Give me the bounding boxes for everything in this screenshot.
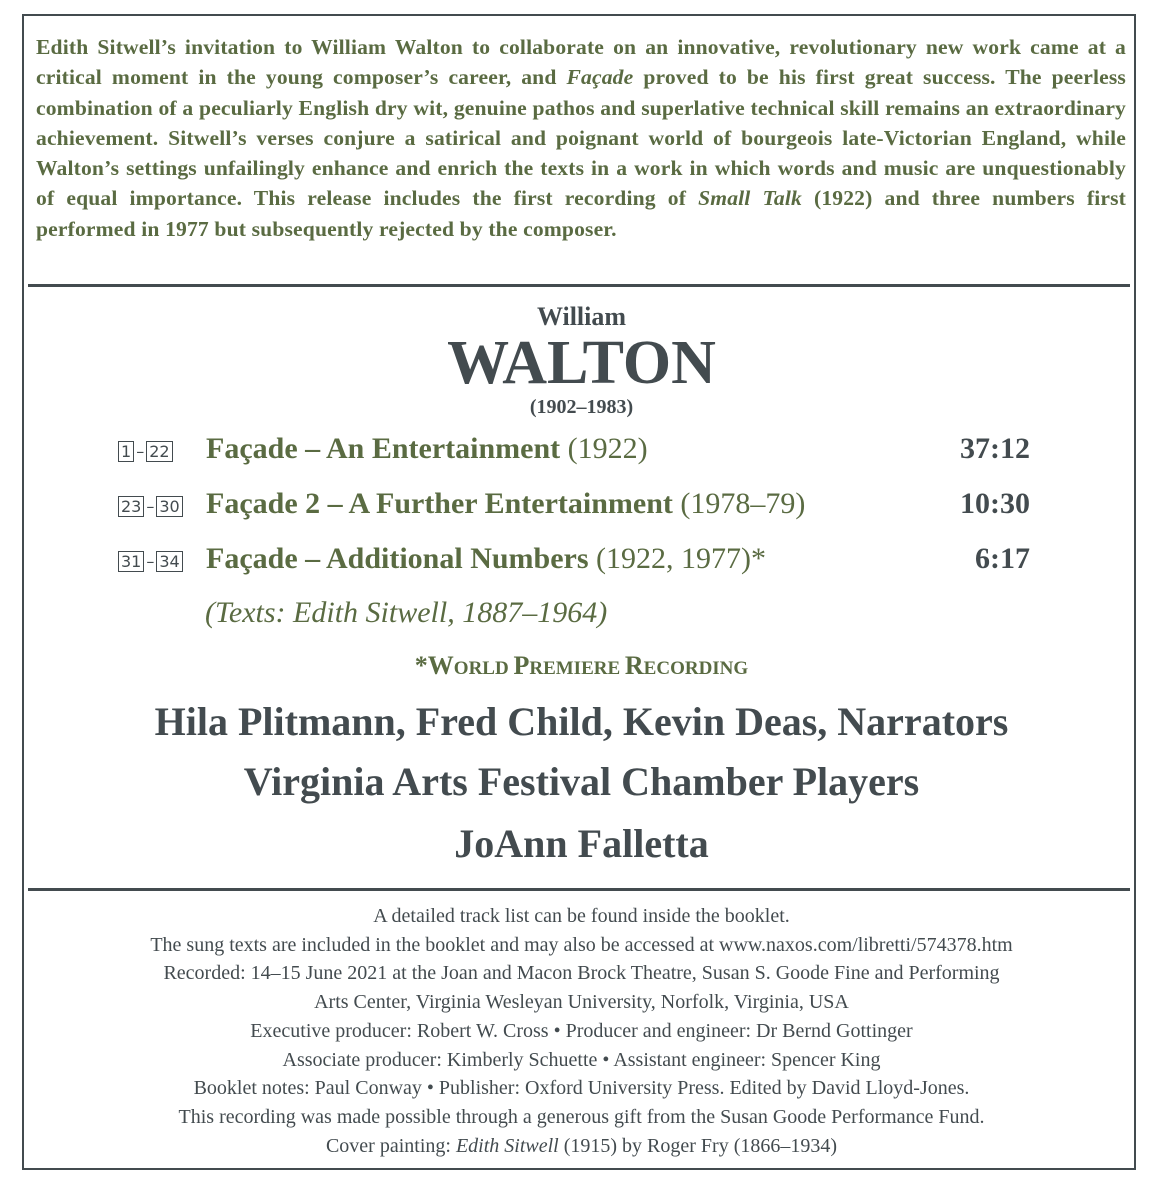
track-start-box: 23 bbox=[118, 496, 144, 517]
work-title-text: Façade – An Entertainment bbox=[206, 432, 561, 465]
cover-title: Edith Sitwell bbox=[455, 1134, 559, 1157]
divider-bottom bbox=[28, 888, 1130, 891]
work-title bbox=[206, 542, 766, 576]
work-year: (1922, 1977)* bbox=[596, 542, 767, 575]
track-start-box: 1 bbox=[118, 441, 134, 462]
work-duration: 10:30 bbox=[960, 487, 1030, 520]
footer-line: Recorded: 14–15 June 2021 at the Joan and Macon Brock Theatre, Susan S. Goode Fine and Performing bbox=[163, 962, 1000, 985]
work-row bbox=[118, 432, 1058, 472]
composer-first-name: William bbox=[536, 302, 627, 331]
track-range: 23 – 30 bbox=[118, 496, 183, 517]
footer-line: Arts Center, Virginia Wesleyan University, Norfolk, Virginia, USA bbox=[314, 991, 849, 1014]
premiere-r: R bbox=[624, 651, 644, 680]
premiere-p: P bbox=[513, 651, 530, 680]
footer-line: Associate producer: Kimberly Schuette • Assistant engineer: Spencer King bbox=[282, 1048, 881, 1071]
footer-line: This recording was made possible through a generous gift from the Susan Goode Performance Fund. bbox=[178, 1105, 985, 1128]
credits-footer bbox=[0, 902, 1163, 1160]
cover-prefix: Cover painting: bbox=[325, 1134, 456, 1157]
work-title-text: Façade – Additional Numbers bbox=[206, 542, 589, 575]
track-end-box: 30 bbox=[156, 496, 182, 517]
composer-dates: (1902–1983) bbox=[529, 396, 634, 418]
track-range: 31 – 34 bbox=[118, 551, 183, 572]
premiere-remiere: REMIERE bbox=[529, 658, 625, 679]
footer-line: Booklet notes: Paul Conway • Publisher: Oxford University Press. Edited by David Lloyd-Jones. bbox=[193, 1077, 970, 1100]
work-year: (1922) bbox=[567, 432, 648, 465]
track-start-box: 31 bbox=[118, 551, 144, 572]
texts-credit: (Texts: Edith Sitwell, 1887–1964) bbox=[205, 596, 608, 629]
intro-italic-facade: Façade bbox=[566, 65, 634, 90]
premiere-orld: ORLD bbox=[453, 658, 514, 679]
work-row bbox=[118, 487, 1058, 527]
premiere-star: * bbox=[414, 651, 428, 680]
work-row bbox=[118, 542, 1058, 582]
footer-line: Executive producer: Robert W. Cross • Producer and engineer: Dr Bernd Gottinger bbox=[250, 1019, 913, 1042]
intro-text-1: Edith Sitwell’s invitation to William Walton to collaborate on an innovative, revolutionary new work came at a critical moment in the young composer’s career, and bbox=[36, 35, 1126, 90]
intro-text-2: proved to be his first great success. The peerless combination of a peculiarly English dry wit, genuine pathos and superlative technical skill remains an extraordinary achievement. Sitwell’s verses conjure a satirical and poignant world of bourgeois late-Victorian England, while Walton’s settings unfailingly enhance and enrich the texts in a work in which words and music are unquestionably of equal importance. This release includes the first recording of bbox=[36, 65, 1126, 211]
track-end-box: 34 bbox=[156, 551, 182, 572]
work-title-text: Façade 2 – A Further Entertainment bbox=[206, 487, 673, 520]
footer-cover-credit bbox=[0, 1132, 1163, 1161]
work-duration: 6:17 bbox=[975, 542, 1030, 575]
work-duration: 37:12 bbox=[960, 432, 1030, 465]
footer-line: A detailed track list can be found inside the booklet. bbox=[373, 905, 790, 927]
cover-suffix: (1915) by Roger Fry (1866–1934) bbox=[558, 1134, 838, 1157]
work-title bbox=[206, 487, 805, 521]
performer-narrators: Hila Plitmann, Fred Child, Kevin Deas, Narrators bbox=[154, 699, 1009, 744]
premiere-ecording: ECORDING bbox=[643, 658, 749, 679]
intro-italic-small-talk: Small Talk bbox=[698, 186, 802, 211]
track-end-box: 22 bbox=[146, 441, 172, 462]
work-year: (1978–79) bbox=[680, 487, 806, 520]
divider-top bbox=[28, 284, 1130, 287]
performer-ensemble: Virginia Arts Festival Chamber Players bbox=[243, 759, 920, 804]
intro-text-3: (1922) and three numbers first performed in 1977 but subsequently rejected by the composer. bbox=[36, 186, 1126, 241]
work-title bbox=[206, 432, 648, 466]
track-range: 1 – 22 bbox=[118, 441, 173, 462]
performer-conductor: JoAnn Falletta bbox=[454, 821, 709, 866]
world-premiere-label bbox=[0, 651, 1163, 681]
intro-paragraph bbox=[36, 32, 1126, 244]
premiere-w: W bbox=[427, 651, 454, 680]
composer-last-name: WALTON bbox=[447, 329, 716, 397]
footer-line: The sung texts are included in the booklet and may also be accessed at www.naxos.com/libretti/574378.htm bbox=[150, 933, 1013, 956]
